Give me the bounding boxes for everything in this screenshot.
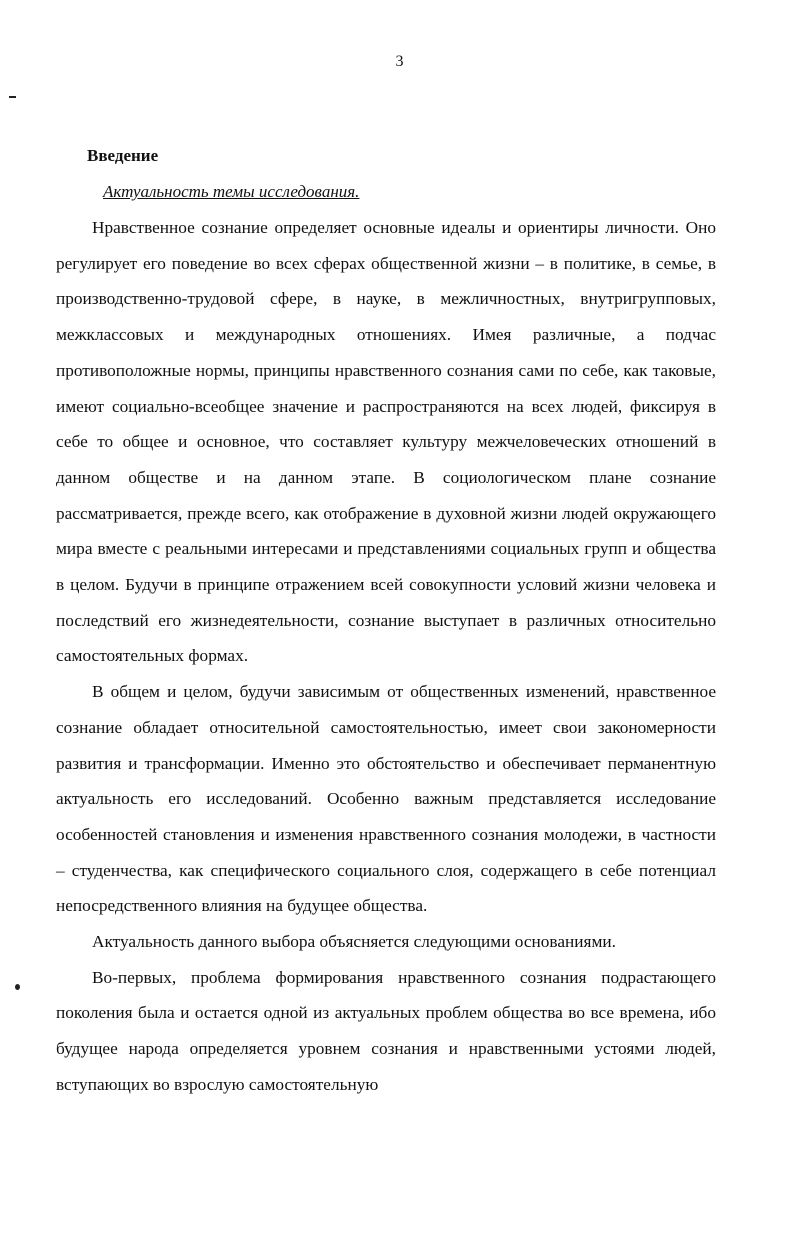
- paragraph: Нравственное сознание определяет основные идеалы и ориентиры личности. Оно регулирует его поведение во всех сферах общественной жизни – в политике, в семье, в производственно-трудовой сфере, в науке, в межличностных, внутригрупповых, межклассовых и международных отношениях. Имея различные, а подчас противоположные нормы, принципы нравственного сознания сами по себе, как таковые, имеют социально-всеобщее значение и распространяются на всех людей, фиксируя в себе то общее и основное, что составляет культуру межчеловеческих отношений в данном обществе и на данном этапе. В социологическом плане сознание рассматривается, прежде всего, как отображение в духовной жизни людей окружающего мира вместе с реальными интересами и представлениями социальных групп и общества в целом. Будучи в принципе отражением всей совокупности условий жизни человека и последствий его жизнедеятельности, сознание выступает в различных относительно самостоятельных формах.: [56, 218, 716, 666]
- scan-mark: [15, 984, 20, 990]
- paragraph: Во-первых, проблема формирования нравственного сознания подрастающего поколения была и остается одной из актуальных проблем общества во все времена, ибо будущее народа определяется уровнем сознания и нравственными устоями людей, вступающих во взрослую самостоятельную: [56, 967, 716, 1094]
- paragraph: В общем и целом, будучи зависимым от общественных изменений, нравственное сознание обладает относительной самостоятельностью, имеет свои закономерности развития и трансформации. Именно это обстоятельство и обеспечивает перманентную актуальность его исследований. Особенно важным представляется исследование особенностей становления и изменения нравственного сознания молодежи, в частности – студенчества, как специфического социального слоя, содержащего в себе потенциал непосредственного влияния на будущее общества.: [56, 682, 716, 916]
- section-heading: Введение: [87, 146, 159, 165]
- scan-mark: [9, 96, 16, 98]
- body-text: [56, 210, 716, 1103]
- page-number: 3: [395, 53, 404, 70]
- paragraph: Актуальность данного выбора объясняется следующими основаниями.: [92, 932, 616, 952]
- subsection-heading: Актуальность темы исследования.: [103, 182, 360, 201]
